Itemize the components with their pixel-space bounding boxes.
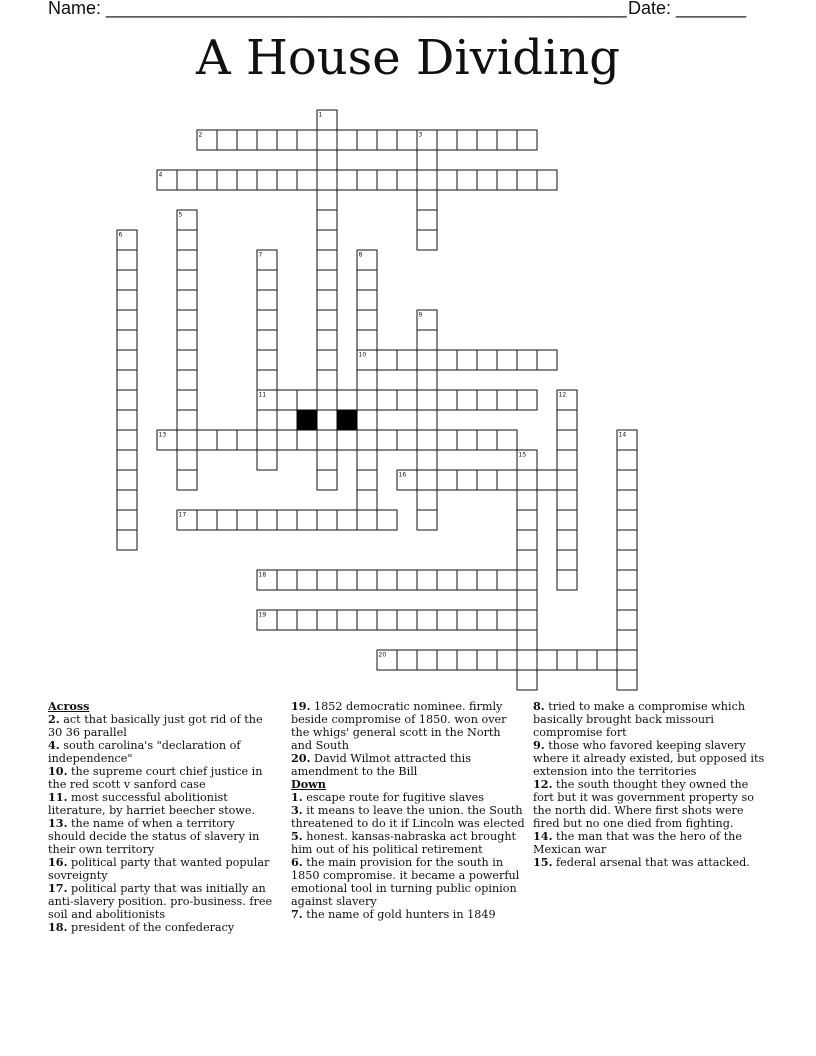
grid-cell[interactable] bbox=[117, 430, 137, 450]
grid-cell[interactable] bbox=[117, 350, 137, 370]
grid-cell[interactable] bbox=[457, 470, 477, 490]
clue-across-19: 19. 1852 democratic nominee. firmly beside compromise of 1850. won over the whigs' general scott in the North and South bbox=[291, 699, 507, 752]
clue-down-12: 12. the south thought they owned the fort but it was government property so the north did. Where first shots were fired but no one died from fighting. bbox=[533, 777, 754, 830]
grid-cell[interactable] bbox=[557, 570, 577, 590]
grid-cell[interactable] bbox=[177, 330, 197, 350]
grid-cell[interactable] bbox=[477, 430, 497, 450]
grid-cell[interactable] bbox=[197, 430, 217, 450]
grid-cell[interactable] bbox=[357, 470, 377, 490]
grid-cell[interactable] bbox=[357, 390, 377, 410]
grid-cell[interactable] bbox=[617, 650, 637, 670]
grid-cell[interactable] bbox=[117, 370, 137, 390]
grid-cell[interactable] bbox=[477, 610, 497, 630]
grid-cell[interactable] bbox=[497, 350, 517, 370]
grid-cell[interactable] bbox=[237, 130, 257, 150]
grid-cell[interactable] bbox=[117, 290, 137, 310]
grid-cell[interactable] bbox=[497, 130, 517, 150]
grid-cell[interactable] bbox=[417, 570, 437, 590]
grid-cell[interactable] bbox=[457, 390, 477, 410]
grid-cell[interactable] bbox=[377, 430, 397, 450]
grid-cell[interactable] bbox=[397, 390, 417, 410]
black-cell bbox=[297, 410, 317, 430]
cell-number: 16 bbox=[398, 471, 407, 479]
grid-cell[interactable] bbox=[177, 450, 197, 470]
grid-cell[interactable] bbox=[617, 510, 637, 530]
clue-across-16: 16. political party that wanted popular sovreignty bbox=[48, 855, 270, 882]
grid-cell[interactable] bbox=[177, 170, 197, 190]
grid-cell[interactable] bbox=[357, 370, 377, 390]
grid-cell[interactable] bbox=[257, 510, 277, 530]
cell-number: 9 bbox=[418, 311, 423, 319]
grid-cell[interactable] bbox=[357, 170, 377, 190]
grid-cell[interactable] bbox=[177, 270, 197, 290]
grid-cell[interactable] bbox=[117, 330, 137, 350]
clues-column-3 bbox=[533, 700, 767, 869]
grid-cell[interactable] bbox=[357, 130, 377, 150]
grid-cell[interactable] bbox=[417, 430, 437, 450]
grid-cell[interactable] bbox=[317, 350, 337, 370]
grid-cell[interactable] bbox=[257, 350, 277, 370]
grid-cell[interactable] bbox=[317, 130, 337, 150]
grid-cell[interactable] bbox=[517, 350, 537, 370]
grid-cell[interactable] bbox=[617, 670, 637, 690]
grid-cell[interactable] bbox=[417, 330, 437, 350]
cell-number: 19 bbox=[258, 611, 267, 619]
grid-cell[interactable] bbox=[177, 370, 197, 390]
clue-across-18: 18. president of the confederacy bbox=[48, 920, 235, 934]
grid-cell[interactable] bbox=[557, 430, 577, 450]
grid-cell[interactable] bbox=[557, 510, 577, 530]
grid-cell[interactable] bbox=[317, 290, 337, 310]
grid-cell[interactable] bbox=[397, 650, 417, 670]
grid-cell[interactable] bbox=[617, 570, 637, 590]
clue-across-4: 4. south carolina's "declaration of independence" bbox=[48, 738, 241, 765]
grid-cell[interactable] bbox=[417, 190, 437, 210]
grid-cell[interactable] bbox=[457, 610, 477, 630]
grid-cell[interactable] bbox=[217, 510, 237, 530]
grid-cell[interactable] bbox=[517, 650, 537, 670]
grid-cell[interactable] bbox=[397, 430, 417, 450]
grid-cell[interactable] bbox=[277, 510, 297, 530]
grid-cell[interactable] bbox=[217, 130, 237, 150]
grid-cell[interactable] bbox=[317, 410, 337, 430]
grid-cell[interactable] bbox=[557, 530, 577, 550]
grid-cell[interactable] bbox=[437, 390, 457, 410]
clue-down-8: 8. tried to make a compromise which basically brought back missouri compromise fort bbox=[533, 699, 746, 739]
grid-cell[interactable] bbox=[117, 270, 137, 290]
grid-cell[interactable] bbox=[117, 490, 137, 510]
grid-cell[interactable] bbox=[297, 510, 317, 530]
grid-cell[interactable] bbox=[477, 650, 497, 670]
grid-cell[interactable] bbox=[177, 230, 197, 250]
grid-cell[interactable] bbox=[177, 310, 197, 330]
grid-cell[interactable] bbox=[317, 330, 337, 350]
grid-cell[interactable] bbox=[177, 410, 197, 430]
grid-cell[interactable] bbox=[317, 210, 337, 230]
grid-cell[interactable] bbox=[177, 290, 197, 310]
grid-cell[interactable] bbox=[477, 170, 497, 190]
grid-cell[interactable] bbox=[477, 390, 497, 410]
grid-cell[interactable] bbox=[317, 310, 337, 330]
grid-cell[interactable] bbox=[517, 130, 537, 150]
grid-cell[interactable] bbox=[457, 650, 477, 670]
cell-number: 14 bbox=[618, 431, 627, 439]
grid-cell[interactable] bbox=[357, 270, 377, 290]
grid-cell[interactable] bbox=[417, 150, 437, 170]
clue-across-17: 17. political party that was initially an anti-slavery position. pro-business. free soil and abolitionists bbox=[48, 881, 273, 921]
cell-number: 8 bbox=[358, 251, 363, 259]
grid-cell[interactable] bbox=[257, 370, 277, 390]
cell-number: 17 bbox=[178, 511, 187, 519]
grid-cell[interactable] bbox=[257, 430, 277, 450]
cell-number: 3 bbox=[418, 131, 423, 139]
grid-cell[interactable] bbox=[117, 250, 137, 270]
grid-cell[interactable] bbox=[577, 650, 597, 670]
grid-cell[interactable] bbox=[477, 570, 497, 590]
grid-cell[interactable] bbox=[597, 650, 617, 670]
cell-number: 15 bbox=[518, 451, 527, 459]
grid-cell[interactable] bbox=[517, 570, 537, 590]
grid-cell[interactable] bbox=[417, 510, 437, 530]
cell-number: 20 bbox=[378, 651, 387, 659]
grid-cell[interactable] bbox=[197, 170, 217, 190]
grid-cell[interactable] bbox=[317, 390, 337, 410]
grid-cell[interactable] bbox=[257, 310, 277, 330]
clue-across-10: 10. the supreme court chief justice in the red scott v sanford case bbox=[48, 764, 263, 791]
grid-cell[interactable] bbox=[557, 550, 577, 570]
grid-cell[interactable] bbox=[437, 650, 457, 670]
grid-cell[interactable] bbox=[257, 290, 277, 310]
grid-cell[interactable] bbox=[517, 610, 537, 630]
grid-cell[interactable] bbox=[177, 470, 197, 490]
grid-cell[interactable] bbox=[417, 470, 437, 490]
grid-cell[interactable] bbox=[537, 350, 557, 370]
grid-cell[interactable] bbox=[317, 470, 337, 490]
cell-number: 6 bbox=[118, 231, 123, 239]
grid-cell[interactable] bbox=[217, 430, 237, 450]
grid-cell[interactable] bbox=[297, 390, 317, 410]
grid-cell[interactable] bbox=[457, 350, 477, 370]
grid-cell[interactable] bbox=[517, 630, 537, 650]
down-heading: Down bbox=[291, 777, 326, 791]
grid-cell[interactable] bbox=[617, 450, 637, 470]
clue-down-7: 7. the name of gold hunters in 1849 bbox=[291, 907, 496, 921]
grid-cell[interactable] bbox=[557, 650, 577, 670]
grid-cell[interactable] bbox=[457, 170, 477, 190]
grid-cell[interactable] bbox=[437, 470, 457, 490]
cell-number: 18 bbox=[258, 571, 267, 579]
grid-cell[interactable] bbox=[397, 350, 417, 370]
grid-cell[interactable] bbox=[317, 610, 337, 630]
across-heading: Across bbox=[48, 699, 90, 713]
grid-cell[interactable] bbox=[317, 150, 337, 170]
grid-cell[interactable] bbox=[337, 390, 357, 410]
grid-cell[interactable] bbox=[617, 470, 637, 490]
grid-cell[interactable] bbox=[477, 470, 497, 490]
grid-cell[interactable] bbox=[517, 390, 537, 410]
grid-cell[interactable] bbox=[197, 510, 217, 530]
clue-across-13: 13. the name of when a territory should decide the status of slavery in their own territory bbox=[48, 816, 260, 856]
grid-cell[interactable] bbox=[477, 350, 497, 370]
grid-cell[interactable] bbox=[417, 650, 437, 670]
grid-cell[interactable] bbox=[397, 610, 417, 630]
page-title: A House Dividing bbox=[196, 30, 620, 86]
grid-cell[interactable] bbox=[317, 430, 337, 450]
grid-cell[interactable] bbox=[417, 210, 437, 230]
grid-cell[interactable] bbox=[357, 510, 377, 530]
grid-cell[interactable] bbox=[517, 590, 537, 610]
grid-cell[interactable] bbox=[317, 270, 337, 290]
grid-cell[interactable] bbox=[357, 450, 377, 470]
grid-cell[interactable] bbox=[517, 470, 537, 490]
grid-cell[interactable] bbox=[357, 610, 377, 630]
grid-cell[interactable] bbox=[617, 530, 637, 550]
cell-number: 2 bbox=[198, 131, 203, 139]
grid-cell[interactable] bbox=[497, 650, 517, 670]
clue-down-15: 15. federal arsenal that was attacked. bbox=[533, 855, 750, 869]
grid-cell[interactable] bbox=[337, 170, 357, 190]
clue-down-3: 3. it means to leave the union. the South threatened to do it if Lincoln was elected bbox=[291, 803, 525, 830]
grid-cell[interactable] bbox=[357, 490, 377, 510]
grid-cell[interactable] bbox=[277, 130, 297, 150]
grid-cell[interactable] bbox=[377, 510, 397, 530]
grid-cell[interactable] bbox=[437, 430, 457, 450]
grid-cell[interactable] bbox=[397, 170, 417, 190]
grid-cell[interactable] bbox=[237, 170, 257, 190]
grid-cell[interactable] bbox=[117, 510, 137, 530]
grid-cell[interactable] bbox=[477, 130, 497, 150]
grid-cell[interactable] bbox=[417, 350, 437, 370]
grid-cell[interactable] bbox=[317, 370, 337, 390]
grid-cell[interactable] bbox=[337, 570, 357, 590]
grid-cell[interactable] bbox=[357, 570, 377, 590]
grid-cell[interactable] bbox=[497, 430, 517, 450]
grid-cell[interactable] bbox=[237, 430, 257, 450]
grid-cell[interactable] bbox=[277, 610, 297, 630]
grid-cell[interactable] bbox=[617, 490, 637, 510]
grid-cell[interactable] bbox=[417, 410, 437, 430]
grid-cell[interactable] bbox=[277, 570, 297, 590]
grid-cell[interactable] bbox=[457, 130, 477, 150]
clue-across-11: 11. most successful abolitionist literature, by harriet beecher stowe. bbox=[48, 790, 256, 817]
clue-down-5: 5. honest. kansas-nabraska act brought him out of his political retirement bbox=[291, 829, 517, 856]
grid-cell[interactable] bbox=[377, 350, 397, 370]
grid-cell[interactable] bbox=[417, 170, 437, 190]
grid-cell[interactable] bbox=[437, 350, 457, 370]
grid-cell[interactable] bbox=[257, 450, 277, 470]
grid-cell[interactable] bbox=[317, 570, 337, 590]
grid-cell[interactable] bbox=[337, 610, 357, 630]
grid-cell[interactable] bbox=[277, 170, 297, 190]
grid-cell[interactable] bbox=[297, 570, 317, 590]
grid-cell[interactable] bbox=[437, 570, 457, 590]
cell-number: 11 bbox=[258, 391, 267, 399]
cell-number: 5 bbox=[178, 211, 183, 219]
grid-cell[interactable] bbox=[437, 130, 457, 150]
grid-cell[interactable] bbox=[297, 610, 317, 630]
grid-cell[interactable] bbox=[257, 130, 277, 150]
grid-cell[interactable] bbox=[257, 330, 277, 350]
clue-across-2: 2. act that basically just got rid of the 30 36 parallel bbox=[48, 712, 263, 739]
grid-cell[interactable] bbox=[517, 670, 537, 690]
clues-column-1 bbox=[48, 700, 274, 934]
grid-cell[interactable] bbox=[317, 450, 337, 470]
grid-cell[interactable] bbox=[317, 230, 337, 250]
grid-cell[interactable] bbox=[377, 130, 397, 150]
grid-cell[interactable] bbox=[537, 470, 557, 490]
grid-cell[interactable] bbox=[237, 510, 257, 530]
grid-cell[interactable] bbox=[277, 430, 297, 450]
grid-cell[interactable] bbox=[537, 170, 557, 190]
clue-down-6: 6. the main provision for the south in 1850 compromise. it became a powerful emotional tool in turning public opinion against slavery bbox=[291, 855, 520, 908]
grid-cell[interactable] bbox=[417, 370, 437, 390]
grid-cell[interactable] bbox=[377, 170, 397, 190]
grid-cell[interactable] bbox=[417, 450, 437, 470]
black-cell bbox=[337, 410, 357, 430]
grid-cell[interactable] bbox=[357, 290, 377, 310]
grid-cell[interactable] bbox=[517, 490, 537, 510]
grid-cell[interactable] bbox=[337, 510, 357, 530]
cell-number: 13 bbox=[158, 431, 167, 439]
grid-cell[interactable] bbox=[617, 630, 637, 650]
grid-cell[interactable] bbox=[397, 570, 417, 590]
cell-number: 10 bbox=[358, 351, 367, 359]
grid-cell[interactable] bbox=[417, 390, 437, 410]
grid-cell[interactable] bbox=[177, 350, 197, 370]
grid-cell[interactable] bbox=[557, 410, 577, 430]
grid-cell[interactable] bbox=[177, 390, 197, 410]
clue-down-9: 9. those who favored keeping slavery where it already existed, but opposed its extension into the territories bbox=[533, 738, 765, 778]
grid-cell[interactable] bbox=[497, 170, 517, 190]
grid-cell[interactable] bbox=[117, 410, 137, 430]
grid-cell[interactable] bbox=[337, 130, 357, 150]
grid-cell[interactable] bbox=[517, 550, 537, 570]
grid-cell[interactable] bbox=[317, 170, 337, 190]
clue-down-1: 1. escape route for fugitive slaves bbox=[291, 790, 484, 804]
grid-cell[interactable] bbox=[357, 330, 377, 350]
grid-cell[interactable] bbox=[277, 390, 297, 410]
grid-cell[interactable] bbox=[177, 430, 197, 450]
grid-cell[interactable] bbox=[417, 490, 437, 510]
grid-cell[interactable] bbox=[297, 430, 317, 450]
grid-cell[interactable] bbox=[497, 610, 517, 630]
grid-cell[interactable] bbox=[257, 410, 277, 430]
grid-cell[interactable] bbox=[497, 470, 517, 490]
grid-cell[interactable] bbox=[377, 570, 397, 590]
date-field[interactable]: Date: _______ bbox=[628, 0, 747, 18]
grid-cell[interactable] bbox=[117, 450, 137, 470]
grid-cell[interactable] bbox=[257, 170, 277, 190]
grid-cell[interactable] bbox=[417, 230, 437, 250]
grid-cell[interactable] bbox=[357, 310, 377, 330]
grid-cell[interactable] bbox=[297, 130, 317, 150]
grid-cell[interactable] bbox=[557, 450, 577, 470]
grid-cell[interactable] bbox=[517, 510, 537, 530]
grid-cell[interactable] bbox=[457, 430, 477, 450]
grid-cell[interactable] bbox=[557, 490, 577, 510]
grid-cell[interactable] bbox=[317, 250, 337, 270]
grid-cell[interactable] bbox=[257, 270, 277, 290]
grid-cell[interactable] bbox=[417, 610, 437, 630]
grid-cell[interactable] bbox=[537, 650, 557, 670]
clues-column-2 bbox=[291, 700, 525, 921]
grid-cell[interactable] bbox=[357, 430, 377, 450]
cell-number: 1 bbox=[318, 111, 323, 119]
grid-cell[interactable] bbox=[617, 610, 637, 630]
cell-number: 7 bbox=[258, 251, 263, 259]
grid-cell[interactable] bbox=[457, 570, 477, 590]
grid-cell[interactable] bbox=[117, 310, 137, 330]
grid-cell[interactable] bbox=[497, 570, 517, 590]
cell-number: 12 bbox=[558, 391, 567, 399]
name-field[interactable]: Name: ____________________________________________________ bbox=[48, 0, 627, 18]
grid-cell[interactable] bbox=[617, 590, 637, 610]
grid-cell[interactable] bbox=[517, 170, 537, 190]
grid-cell[interactable] bbox=[377, 390, 397, 410]
clue-down-14: 14. the man that was the hero of the Mexican war bbox=[533, 829, 743, 856]
grid-cell[interactable] bbox=[437, 610, 457, 630]
grid-cell[interactable] bbox=[497, 390, 517, 410]
grid-cell[interactable] bbox=[357, 410, 377, 430]
grid-cell[interactable] bbox=[117, 530, 137, 550]
grid-cell[interactable] bbox=[317, 510, 337, 530]
grid-cell[interactable] bbox=[297, 170, 317, 190]
grid-cell[interactable] bbox=[437, 170, 457, 190]
grid-cell[interactable] bbox=[117, 390, 137, 410]
grid-cell[interactable] bbox=[317, 190, 337, 210]
grid-cell[interactable] bbox=[337, 430, 357, 450]
clue-across-20: 20. David Wilmot attracted this amendment to the Bill bbox=[291, 751, 471, 778]
cell-number: 4 bbox=[158, 171, 163, 179]
grid-cell[interactable] bbox=[617, 550, 637, 570]
grid-cell[interactable] bbox=[397, 130, 417, 150]
grid-cell[interactable] bbox=[377, 610, 397, 630]
grid-cell[interactable] bbox=[217, 170, 237, 190]
grid-cell[interactable] bbox=[557, 470, 577, 490]
grid-cell[interactable] bbox=[177, 250, 197, 270]
grid-cell[interactable] bbox=[117, 470, 137, 490]
grid-cell[interactable] bbox=[517, 530, 537, 550]
